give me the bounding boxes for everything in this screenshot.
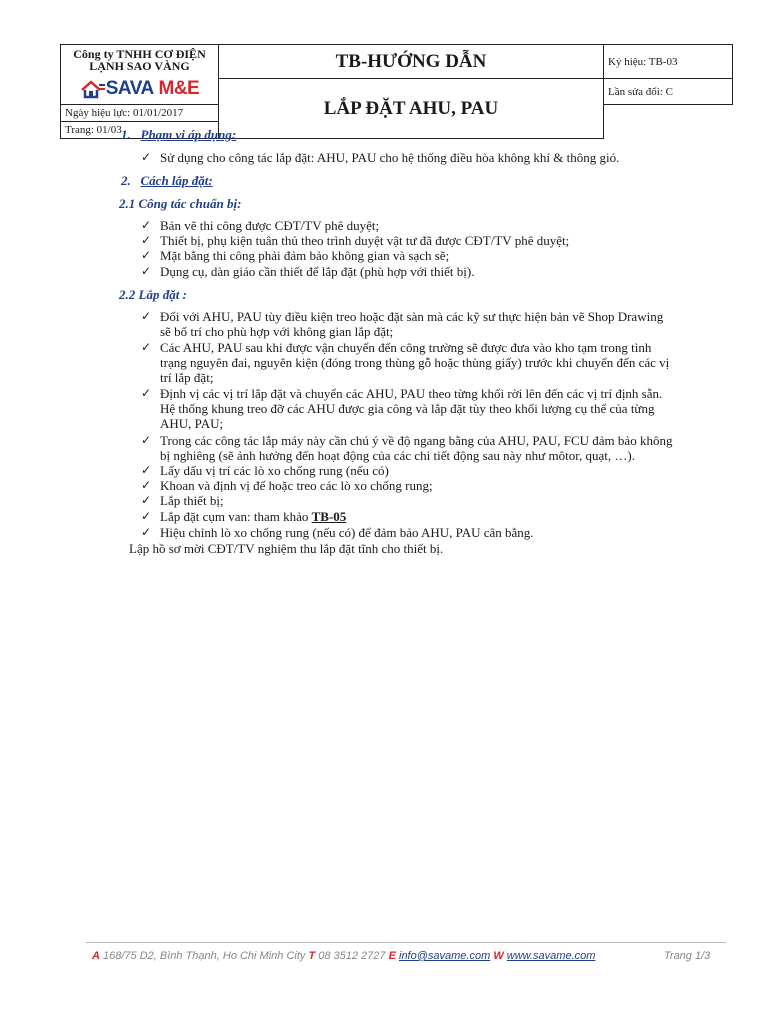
install-item: Trong các công tác lắp máy này cần chú ý về độ ngang bằng của AHU, PAU, FCU đảm bảo không (160, 433, 673, 448)
doc-type-title: TB-HƯỚNG DẪN (219, 45, 604, 79)
logo-me-text: M&E (158, 78, 200, 99)
prep-item: Dụng cụ, dàn giáo cần thiết để lắp đặt (phù hợp với thiết bị). (160, 264, 475, 279)
meta-revision: Lần sửa đổi: C (604, 79, 733, 105)
prep-item: Thiết bị, phụ kiện tuân thủ theo trình duyệt vật tư đã được CĐT/TV phê duyệt; (160, 233, 570, 248)
meta-code: Ký hiệu: TB-03 (604, 45, 733, 79)
check-icon: ✓ (141, 218, 152, 232)
install-item: Hiệu chỉnh lò xo chống rung (nếu có) để đảm bảo AHU, PAU cân bằng. (160, 525, 534, 540)
check-icon: ✓ (141, 233, 152, 247)
check-icon: ✓ (141, 493, 152, 507)
logo-sava-text: SAVA (105, 78, 154, 99)
email-link[interactable]: info@savame.com (399, 950, 491, 962)
check-icon: ✓ (141, 433, 152, 447)
install-item-cont: AHU, PAU; (160, 416, 224, 431)
check-icon: ✓ (141, 264, 152, 278)
install-item-cont: trạng nguyên đai, nguyên kiện (đóng trong thùng gỗ hoặc thùng giấy) trước khi chuyển đến các vị (160, 355, 670, 370)
prep-item: Bản vẽ thi công được CĐT/TV phê duyệt; (160, 218, 380, 233)
section-2-heading: 2. Cách lắp đặt: (121, 173, 213, 188)
install-item: Khoan và định vị đế hoặc treo các lò xo chống rung; (160, 478, 433, 493)
section-1-item: Sử dụng cho công tác lắp đặt: AHU, PAU cho hệ thống điều hòa không khí & thông gió. (160, 150, 620, 165)
install-item-cont: sẽ bố trí cho phù hợp với không gian lắp đặt; (160, 324, 394, 339)
website-link[interactable]: www.savame.com (506, 950, 596, 962)
install-item-cont: trí lắp đặt; (160, 370, 214, 385)
check-icon: ✓ (141, 478, 152, 492)
install-item: Lắp đặt cụm van: tham khảo TB-05 (160, 509, 347, 524)
sava-logo (61, 78, 218, 104)
page-number: Trang 1/3 (664, 950, 711, 962)
closing-note: Lập hồ sơ mời CĐT/TV nghiệm thu lắp đặt tĩnh cho thiết bị. (129, 541, 444, 556)
check-icon: ✓ (141, 340, 152, 354)
check-icon: ✓ (141, 525, 152, 539)
install-item: Đối với AHU, PAU tùy điều kiện treo hoặc đặt sàn mà các kỹ sư thực hiện bản vẽ Shop Drawing (160, 309, 664, 324)
ref-tb05-link[interactable]: TB-05 (311, 509, 347, 524)
install-item: Định vị các vị trí lắp đặt và chuyển các AHU, PAU theo từng khối rời lên đến các vị trí định sẵn. (160, 386, 663, 401)
check-icon: ✓ (141, 248, 152, 262)
check-icon: ✓ (141, 509, 152, 523)
install-item-cont: Hệ thống khung treo đỡ các AHU được gia công và lắp đặt tùy theo khối lượng cụ thể của từng (160, 401, 655, 416)
install-item-cont: bị nghiêng (sẽ ảnh hưởng đến hoạt động của các chi tiết động sau này như môtor, quạt, …). (160, 448, 635, 463)
company-cell (61, 45, 219, 105)
prep-item: Mặt bằng thi công phải đảm bảo không gian và sạch sẽ; (160, 248, 450, 263)
footer-divider (86, 942, 726, 943)
footer-contact: A 168/75 D2, Bình Thạnh, Ho Chi Minh City T 08 3512 2727 E info@savame.com W www.savame.com (92, 950, 596, 962)
check-icon: ✓ (141, 150, 152, 164)
meta-page: Trang: 01/03 (61, 122, 219, 139)
check-icon: ✓ (141, 386, 152, 400)
house-icon (80, 79, 106, 99)
install-item: Lắp thiết bị; (160, 493, 224, 508)
section-2-2-heading: 2.2 Lắp đặt : (119, 287, 187, 302)
check-icon: ✓ (141, 309, 152, 323)
section-2-1-heading: 2.1 Công tác chuẩn bị: (119, 196, 242, 211)
company-name: Công ty TNHH CƠ ĐIỆN LẠNH SAO VÀNG (73, 47, 206, 73)
install-item: Lấy dấu vị trí các lò xo chống rung (nếu có) (160, 463, 389, 478)
check-icon: ✓ (141, 463, 152, 477)
meta-effective-date: Ngày hiệu lực: 01/01/2017 (61, 105, 219, 122)
section-1-heading: 1. Phạm vi áp dụng: (121, 127, 237, 142)
install-item: Các AHU, PAU sau khi được vận chuyển đến công trường sẽ được đưa vào kho tạm trong tình (160, 340, 652, 355)
document-header (60, 44, 733, 139)
doc-title: LẮP ĐẶT AHU, PAU (219, 79, 604, 139)
